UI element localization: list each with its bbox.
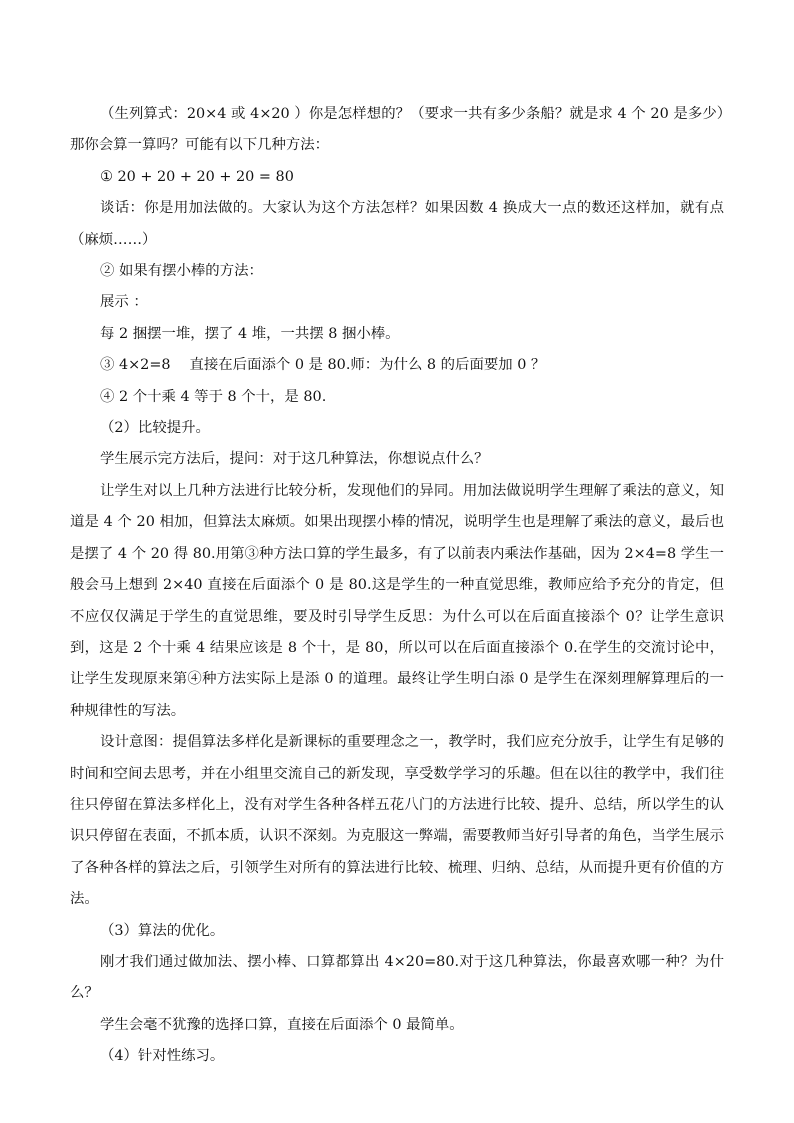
section-heading-practice: （4）针对性练习。 bbox=[100, 1048, 225, 1065]
section-heading-optimize: （3）算法的优化。 bbox=[100, 922, 225, 939]
method-3-mental: ③ 4×2=8 直接在后面添个 0 是 80.师：为什么 8 的后面要加 0 ？ bbox=[100, 357, 546, 374]
section-heading-compare: （2）比较提升。 bbox=[100, 420, 210, 437]
paragraph-design-intent: 设计意图：提倡算法多样化是新课标的重要理念之一，教学时，我们应充分放手，让学生有足够的时间和空间去思考，并在小组里交流自己的新发现，享受数学学习的乐趣。但在以往的教学中，我们往往只停留在算法多样化上，没有对学生各种各样五花八门的方法进行比较、提升、总结，所以学生的认识只停留在表面，不抓本质，认识不深刻。为克服这一弊端，需要教师当好引导者的角色，当学生展示了各种各样的算法之后，引领学生对所有的算法进行比较、梳理、归纳、总结，从而提升更有价值的方法。 bbox=[70, 734, 724, 908]
paragraph-analysis: 让学生对以上几种方法进行比较分析，发现他们的异同。用加法做说明学生理解了乘法的意义，知道是 4 个 20 相加，但算法太麻烦。如果出现摆小棒的情况，说明学生也是理解了乘法的意义，最后也是摆了 4 个 20 得 80.用第③种方法口算的学生最多，有了以前表内乘法作基础，因为 2×4=8 学生一般会马上想到 2×40 直接在后面添个 0 是 80.这是学生的一种直觉思维，教师应给予充分的肯定，但不应仅仅满足于学生的直觉思维，要及时引导学生反思：为什么可以在后面直接添个 0？让学生意识到，这是 2 个十乘 4 结果应该是 8 个十，是 80，所以可以在后面直接添个 0.在学生的交流讨论中，让学生发现原来第④种方法实际上是添 0 的道理。最终让学生明白添 0 是学生在深刻理解算理后的一种规律性的写法。 bbox=[70, 482, 724, 719]
paragraph-favorite: 刚才我们通过做加法、摆小棒、口算都算出 4×20=80.对于这几种算法，你最喜欢哪一种？为什么？ bbox=[70, 953, 724, 1002]
method-4-tens: ④ 2 个十乘 4 等于 8 个十，是 80. bbox=[100, 388, 327, 405]
method-1-addition: ① 20 + 20 + 20 + 20 = 80 bbox=[100, 168, 294, 185]
paragraph-show: 展示 ： bbox=[100, 294, 148, 311]
paragraph-sticks-detail: 每 2 捆摆一堆，摆了 4 堆，一共摆 8 捆小棒。 bbox=[100, 325, 400, 342]
paragraph-talk: 谈话：你是用加法做的。大家认为这个方法怎样？如果因数 4 换成大一点的数还这样加，就有点（麻烦……） bbox=[70, 200, 724, 248]
paragraph-question: （生列算式：20×4 或 4×20 ）你是怎样想的？（要求一共有多少条船？就是求 4 个 20 是多少）那你会算一算吗？可能有以下几种方法： bbox=[70, 106, 724, 154]
paragraph-prompt: 学生展示完方法后，提问：对于这几种算法，你想说点什么？ bbox=[100, 451, 489, 468]
paragraph-choice: 学生会毫不犹豫的选择口算，直接在后面添个 0 最简单。 bbox=[100, 1016, 464, 1033]
method-2-sticks: ② 如果有摆小棒的方法： bbox=[100, 263, 263, 280]
document-body bbox=[70, 99, 724, 1073]
